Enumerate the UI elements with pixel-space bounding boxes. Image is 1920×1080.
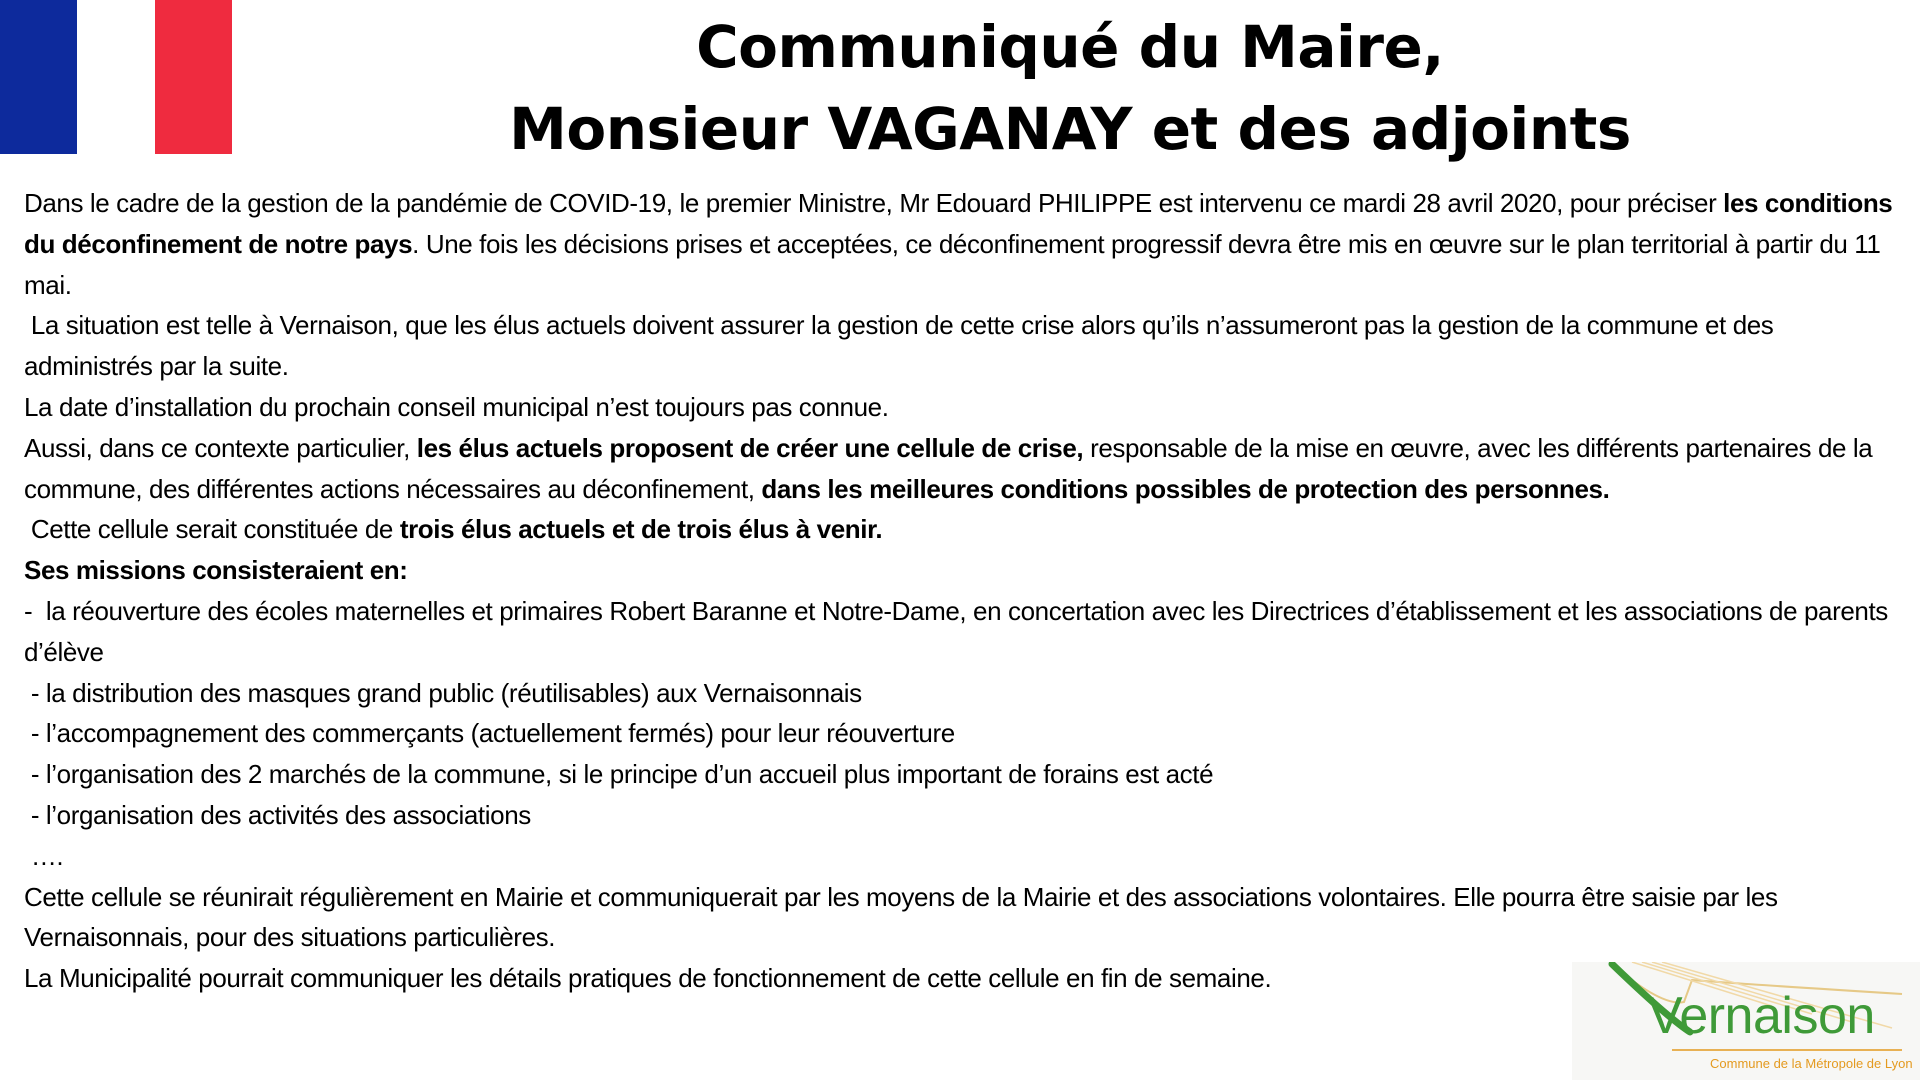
paragraph-cell-composition — [24, 509, 1900, 550]
paragraph-text: responsable de la mise en œuvre, avec les différents partenaires de la commune, des différentes actions nécessaires au déconfinement, — [24, 432, 1880, 504]
flag-blue-band — [0, 0, 77, 154]
paragraph-cell-meetings: Cette cellule se réunirait régulièrement en Mairie et communiquerait par les moyens de la Mairie et des associations volontaires. Elle pourra être saisie par les Vernaisonnais, pour des situations particulières. — [24, 881, 1785, 953]
mission-item: - la distribution des masques grand public (réutilisables) aux Vernaisonnais — [24, 677, 862, 708]
paragraph-crisis-cell-proposal — [24, 428, 1900, 510]
flag-white-band — [77, 0, 154, 154]
paragraph-municipality-details: La Municipalité pourrait communiquer les détails pratiques de fonctionnement de cette cellule en fin de semaine. — [24, 963, 1272, 994]
logo-subtitle: Commune de la Métropole de Lyon — [1710, 1056, 1913, 1071]
title-line-2: Monsieur VAGANAY et des adjoints — [509, 95, 1631, 163]
emphasis-text: Ses missions consisteraient en: — [24, 555, 408, 586]
missions-heading — [24, 550, 1900, 591]
mission-item: - la réouverture des écoles maternelles et primaires Robert Baranne et Notre-Dame, en concertation avec les Directrices d’établissement et les associations de parents d’élève — [24, 595, 1895, 667]
mission-item: - l’organisation des activités des associations — [24, 799, 531, 830]
mission-item: - l’organisation des 2 marchés de la commune, si le principe d’un accueil plus important de forains est acté — [24, 759, 1214, 790]
emphasis-text: les conditions du déconfinement de notre pays — [24, 188, 1900, 259]
paragraph-text: Aussi, dans ce contexte particulier, — [24, 432, 417, 463]
title-line-1: Communiqué du Maire, — [696, 13, 1444, 81]
logo-wordmark: Vernaison — [1648, 987, 1875, 1045]
mission-item: …. — [24, 840, 64, 871]
mission-item: - l’accompagnement des commerçants (actuellement fermés) pour leur réouverture — [24, 718, 955, 749]
vernaison-logo — [1572, 962, 1920, 1080]
flag-red-band — [155, 0, 232, 154]
paragraph-text: Dans le cadre de la gestion de la pandémie de COVID-19, le premier Ministre, Mr Edouard PHILIPPE est intervenu ce mardi 28 avril 2020, pour préciser — [24, 188, 1724, 218]
paragraph-council-date: La date d’installation du prochain conseil municipal n’est toujours pas connue. — [24, 391, 889, 422]
paragraph-covid-context — [24, 183, 1900, 305]
emphasis-text: les élus actuels proposent de créer une cellule de crise, — [416, 432, 1084, 463]
communique-body — [24, 183, 1900, 999]
paragraph-text: . Une fois les décisions prises et acceptées, ce déconfinement progressif devra être mis en œuvre sur le plan territorial à partir du 11 mai. — [24, 228, 1888, 300]
paragraph-text: Cette cellule serait constituée de — [24, 514, 400, 545]
page-title — [250, 6, 1890, 170]
french-flag — [0, 0, 232, 154]
emphasis-text: trois élus actuels et de trois élus à venir. — [399, 514, 883, 545]
paragraph-vernaison-situation: La situation est telle à Vernaison, que les élus actuels doivent assurer la gestion de cette crise alors qu’ils n’assumeront pas la gestion de la commune et des administrés par la suite. — [24, 310, 1781, 382]
emphasis-text: dans les meilleures conditions possibles de protection des personnes. — [761, 473, 1610, 504]
